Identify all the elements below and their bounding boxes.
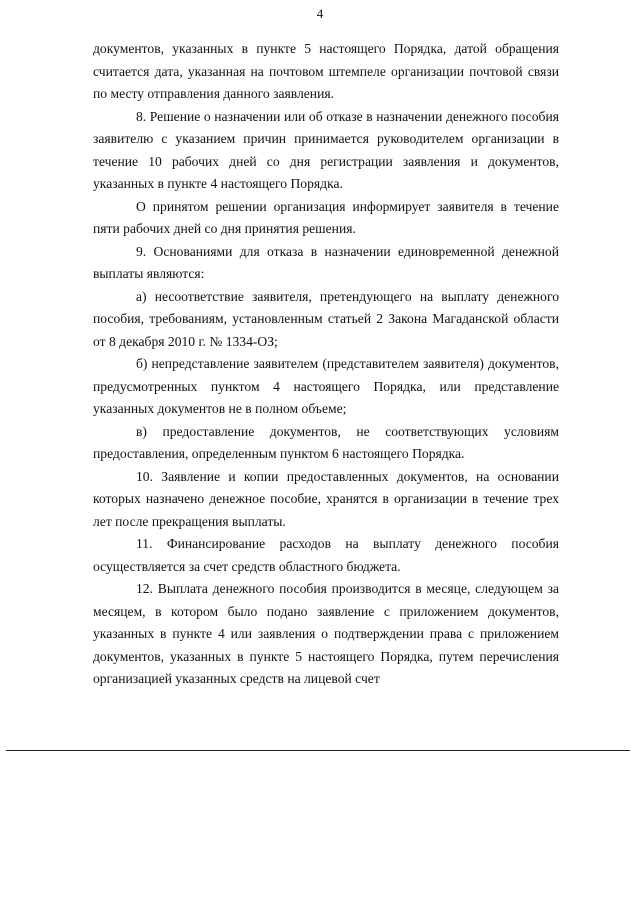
page-number: 4 — [316, 6, 324, 21]
paragraph-9-refusal-grounds: 9. Основаниями для отказа в назначении единовременной денежной выплаты являются: — [93, 243, 559, 281]
paragraph-12-payment: 12. Выплата денежного пособия производится в месяце, следующем за месяцем, в котором было подано заявление с приложением документов, указанных в пункте 4 или заявления о подтверждении права с приложением документов, указанных в пункте 5 настоящего Порядка, путем перечисления организацией указанных средств на лицевой счет — [93, 581, 559, 686]
list-item-a: а) несоответствие заявителя, претендующего на выплату денежного пособия, требованиям, установленным статьей 2 Закона Магаданской области от 8 декабря 2010 г. № 1334-ОЗ; — [93, 288, 559, 349]
paragraph-10-storage: 10. Заявление и копии предоставленных документов, на основании которых назначено денежное пособие, хранятся в организации в течение трех лет после прекращения выплаты. — [93, 468, 559, 529]
list-item-v: в) предоставление документов, не соответствующих условиям предоставления, определенным пунктом 6 настоящего Порядка. — [93, 423, 559, 461]
list-item-b: б) непредставление заявителем (представителем заявителя) документов, предусмотренных пунктом 4 настоящего Порядка, или представление указанных документов не в полном объеме; — [93, 356, 559, 416]
paragraph-notification: О принятом решении организация информирует заявителя в течение пяти рабочих дней со дня принятия решения. — [93, 198, 559, 236]
paragraph-11-financing: 11. Финансирование расходов на выплату денежного пособия осуществляется за счет средств областного бюджета. — [93, 536, 559, 574]
document-body — [93, 38, 559, 691]
paragraph-continuation: документов, указанных в пункте 5 настоящего Порядка, датой обращения считается дата, указанная на почтовом штемпеле организации почтовой связи по месту отправления данного заявления. — [93, 41, 559, 101]
page-divider-line — [6, 750, 630, 751]
paragraph-8-decision: 8. Решение о назначении или об отказе в назначении денежного пособия заявителю с указанием причин принимается руководителем организации в течение 10 рабочих дней со дня регистрации заявления и документов, указанных в пункте 4 настоящего Порядка. — [93, 108, 559, 191]
